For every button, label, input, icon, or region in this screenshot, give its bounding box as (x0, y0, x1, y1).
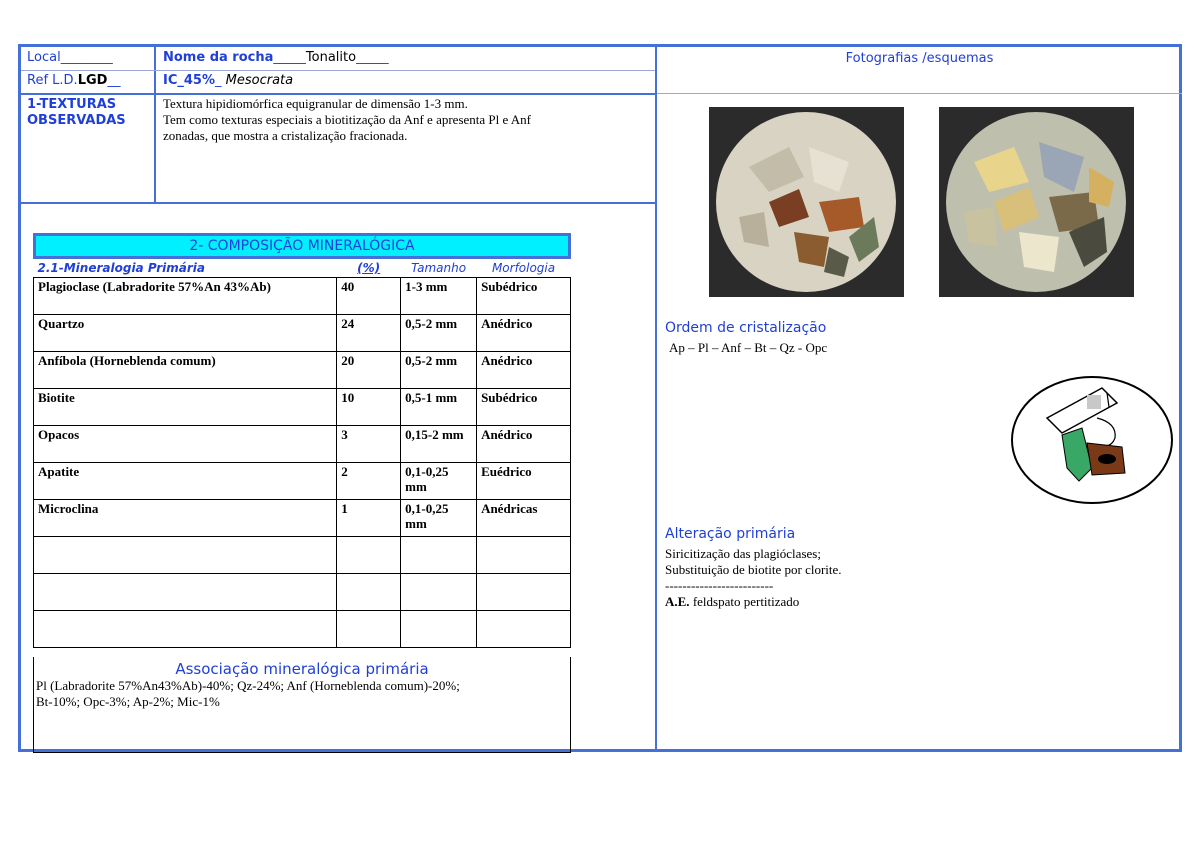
empty-cell (34, 611, 337, 648)
table-row (34, 278, 571, 315)
ic-field (163, 73, 293, 89)
table-row (34, 315, 571, 352)
photos-title: Fotografias /esquemas (845, 51, 994, 66)
rock-name-fill: _____ (273, 50, 306, 65)
empty-cell (477, 611, 571, 648)
cell-percent: 40 (337, 278, 401, 315)
divider (21, 202, 655, 204)
ae-label: A.E. (665, 594, 690, 609)
local-label: Local________ (27, 50, 113, 65)
cell-percent: 20 (337, 352, 401, 389)
ae-line (665, 594, 842, 610)
cell-size: 0,1-0,25 mm (401, 500, 477, 537)
thin-section-photo-ppl (709, 107, 904, 297)
rock-description-sheet (18, 44, 1182, 752)
association-box (33, 657, 571, 753)
ic-label: IC_45% (163, 73, 215, 88)
cell-mineral: Plagioclase (Labradorite 57%An 43%Ab) (34, 278, 337, 315)
cell-size: 0,15-2 mm (401, 426, 477, 463)
cell-size: 0,1-0,25 mm (401, 463, 477, 500)
ae-text: feldspato pertitizado (692, 594, 800, 609)
textures-line2: Tem como texturas especiais a biotitização da Anf e apresenta Pl e Anf (163, 112, 532, 127)
thin-section-photo-xpl (939, 107, 1134, 297)
col-header-percent: (%) (337, 260, 401, 278)
crystallization-sequence: Ap – Pl – Anf – Bt – Qz - Opc (669, 340, 828, 355)
association-title: Associação mineralógica primária (175, 660, 429, 678)
ref-value: LGD (77, 73, 108, 88)
empty-cell (34, 537, 337, 574)
alteration-line2: Substituição de biotite por clorite. (665, 562, 842, 577)
alteration-separator: ------------------------- (665, 578, 774, 593)
empty-table-row (34, 537, 571, 574)
empty-cell (337, 537, 401, 574)
association-line2: Bt-10%; Opc-3%; Ap-2%; Mic-1% (36, 694, 220, 709)
ref-field (27, 73, 120, 89)
empty-table-row (34, 611, 571, 648)
textures-title-line2: OBSERVADAS (27, 113, 126, 128)
alteration-line1: Siricitização das plagióclases; (665, 546, 821, 561)
rock-name-label: Nome da rocha (163, 50, 274, 65)
association-line1: Pl (Labradorite 57%An43%Ab)-40%; Qz-24%; Anf (Horneblenda comum)-20%; (36, 678, 460, 693)
cell-percent: 10 (337, 389, 401, 426)
crystallization-title: Ordem de cristalização (665, 320, 827, 336)
cell-morph: Anédricas (477, 500, 571, 537)
cell-size: 1-3 mm (401, 278, 477, 315)
empty-cell (477, 537, 571, 574)
cell-mineral: Biotite (34, 389, 337, 426)
textures-line1: Textura hipidiomórfica equigranular de dimensão 1-3 mm. (163, 96, 468, 111)
table-row (34, 463, 571, 500)
col-header-size: Tamanho (401, 260, 477, 278)
cell-mineral: Quartzo (34, 315, 337, 352)
table-row (34, 500, 571, 537)
empty-cell (477, 574, 571, 611)
cell-morph: Anédrico (477, 315, 571, 352)
mineralogy-table (33, 260, 571, 648)
association-text (34, 678, 570, 710)
mineral-sketch-icon (1007, 373, 1177, 508)
cell-morph: Euédrico (477, 463, 571, 500)
empty-cell (401, 611, 477, 648)
ic-suffix: _ (215, 73, 222, 88)
cell-size: 0,5-2 mm (401, 315, 477, 352)
textures-title (27, 97, 126, 129)
col-header-morph: Morfologia (477, 260, 571, 278)
cell-morph: Subédrico (477, 389, 571, 426)
empty-cell (337, 574, 401, 611)
cell-percent: 3 (337, 426, 401, 463)
table-row (34, 389, 571, 426)
cell-morph: Anédrico (477, 352, 571, 389)
cell-size: 0,5-2 mm (401, 352, 477, 389)
ref-suffix: __ (107, 73, 121, 88)
table-row (34, 426, 571, 463)
divider (21, 93, 655, 95)
cell-percent: 1 (337, 500, 401, 537)
col-header-mineral: 2.1-Mineralogia Primária (34, 260, 337, 278)
cell-mineral: Apatite (34, 463, 337, 500)
cell-morph: Subédrico (477, 278, 571, 315)
textures-title-line1: 1-TEXTURAS (27, 97, 117, 112)
alteration-text (665, 546, 842, 610)
ic-class: Mesocrata (225, 73, 294, 88)
table-header-row (34, 260, 571, 278)
alteration-title: Alteração primária (665, 526, 796, 542)
table-row (34, 352, 571, 389)
empty-cell (34, 574, 337, 611)
rock-name-field (163, 50, 389, 66)
divider (657, 93, 1182, 94)
ref-label: Ref L.D. (27, 73, 78, 88)
empty-cell (401, 537, 477, 574)
cell-percent: 2 (337, 463, 401, 500)
rock-name-trail: _____ (356, 50, 389, 65)
empty-cell (401, 574, 477, 611)
textures-line3: zonadas, que mostra a cristalização fracionada. (163, 128, 408, 143)
empty-cell (337, 611, 401, 648)
cell-percent: 24 (337, 315, 401, 352)
composition-title: 2- COMPOSIÇÃO MINERALÓGICA (33, 233, 571, 259)
cell-mineral: Opacos (34, 426, 337, 463)
empty-table-row (34, 574, 571, 611)
cell-size: 0,5-1 mm (401, 389, 477, 426)
cell-mineral: Anfíbola (Horneblenda comum) (34, 352, 337, 389)
divider (655, 47, 657, 752)
textures-text (163, 96, 643, 144)
cell-mineral: Microclina (34, 500, 337, 537)
cell-morph: Anédrico (477, 426, 571, 463)
divider (21, 70, 655, 71)
rock-name-value: Tonalito (305, 50, 357, 65)
